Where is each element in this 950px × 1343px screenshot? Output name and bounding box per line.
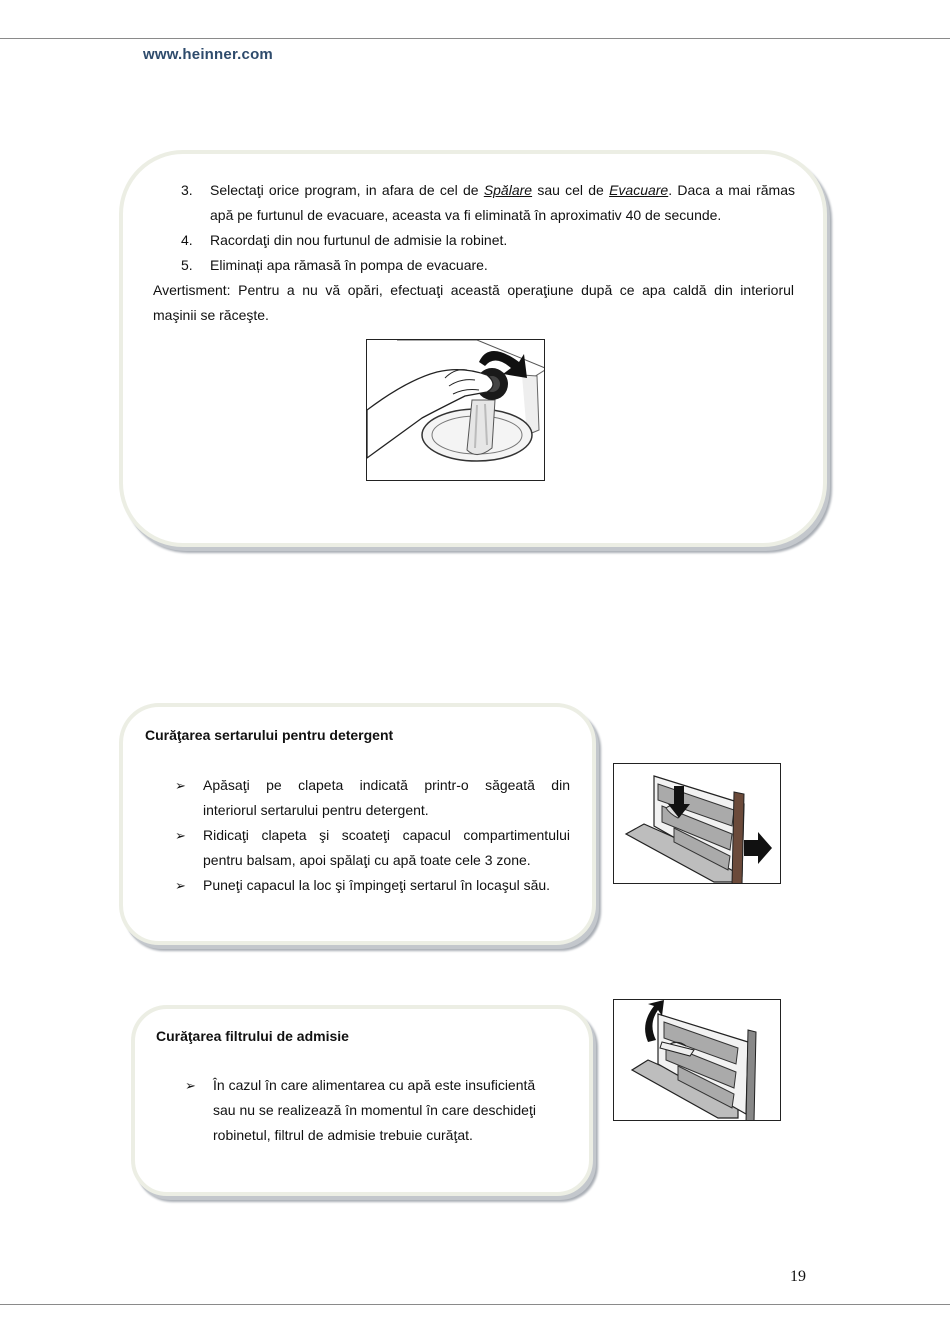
footer-rule (0, 1304, 950, 1305)
step-5-text: Eliminați apa rămasă în pompa de evacuare. (210, 257, 488, 273)
warning-line1: Avertisment: Pentru a nu vă opări, efectuaţi această operaţiune după ce apa caldă din interiorul (153, 282, 794, 298)
step-4-text: Racordaţi din nou furtunul de admisie la robinet. (210, 232, 508, 248)
program-drain: Evacuare (609, 182, 669, 198)
bullet-3-line1: Puneţi capacul la loc şi împingeţi sertarul în locaşul său. (203, 877, 551, 893)
detergent-drawer-drawing (614, 764, 781, 884)
bullet-arrow-icon: ➢ (175, 878, 186, 893)
drawer-press-illustration (613, 763, 781, 884)
bullet-arrow-icon: ➢ (175, 828, 186, 843)
page-number: 19 (790, 1268, 806, 1285)
program-wash: Spălare (483, 182, 533, 198)
filter-bullet-line3: robinetul, filtrul de admisie trebuie curăţat. (213, 1127, 473, 1143)
step-number: 4. (181, 232, 193, 248)
drawer-lift-illustration (613, 999, 781, 1121)
bullet-1-line2: interiorul sertarului pentru detergent. (203, 802, 429, 818)
drain-pump-illustration (366, 339, 545, 481)
bullet-2-line2: pentru balsam, apoi spălaţi cu apă toate cele 3 zone. (203, 852, 531, 868)
step-number: 3. (181, 182, 193, 198)
header-rule (0, 38, 950, 39)
warning-line2: maşinii se răceşte. (153, 307, 269, 323)
bullet-arrow-icon: ➢ (185, 1078, 196, 1093)
section-heading: Curăţarea filtrului de admisie (156, 1028, 349, 1044)
section-heading: Curăţarea sertarului pentru detergent (145, 727, 394, 743)
filter-drawer-drawing (614, 1000, 781, 1121)
bullet-2-line1: Ridicaţi clapeta şi scoateţi capacul compartimentului (203, 827, 570, 843)
step-3-line2: apă pe furtunul de evacuare, aceasta va fi eliminată în aproximativ 40 de secunde. (210, 207, 722, 223)
step-3-line1: Selectaţi orice program, in afara de cel de Spălare sau cel de Evacuare. Daca a mai rămas (210, 182, 795, 198)
filter-bullet-line2: sau nu se realizează în momentul în care deschideţi (213, 1102, 536, 1118)
site-url: www.heinner.com (143, 46, 273, 63)
bullet-1-line1: Apăsaţi pe clapeta indicată printr-o săgeată din (203, 777, 570, 793)
drain-pump-drawing (367, 340, 545, 481)
step-number: 5. (181, 257, 193, 273)
bullet-arrow-icon: ➢ (175, 778, 186, 793)
filter-bullet-line1: În cazul în care alimentarea cu apă este insuficientă (213, 1077, 536, 1093)
